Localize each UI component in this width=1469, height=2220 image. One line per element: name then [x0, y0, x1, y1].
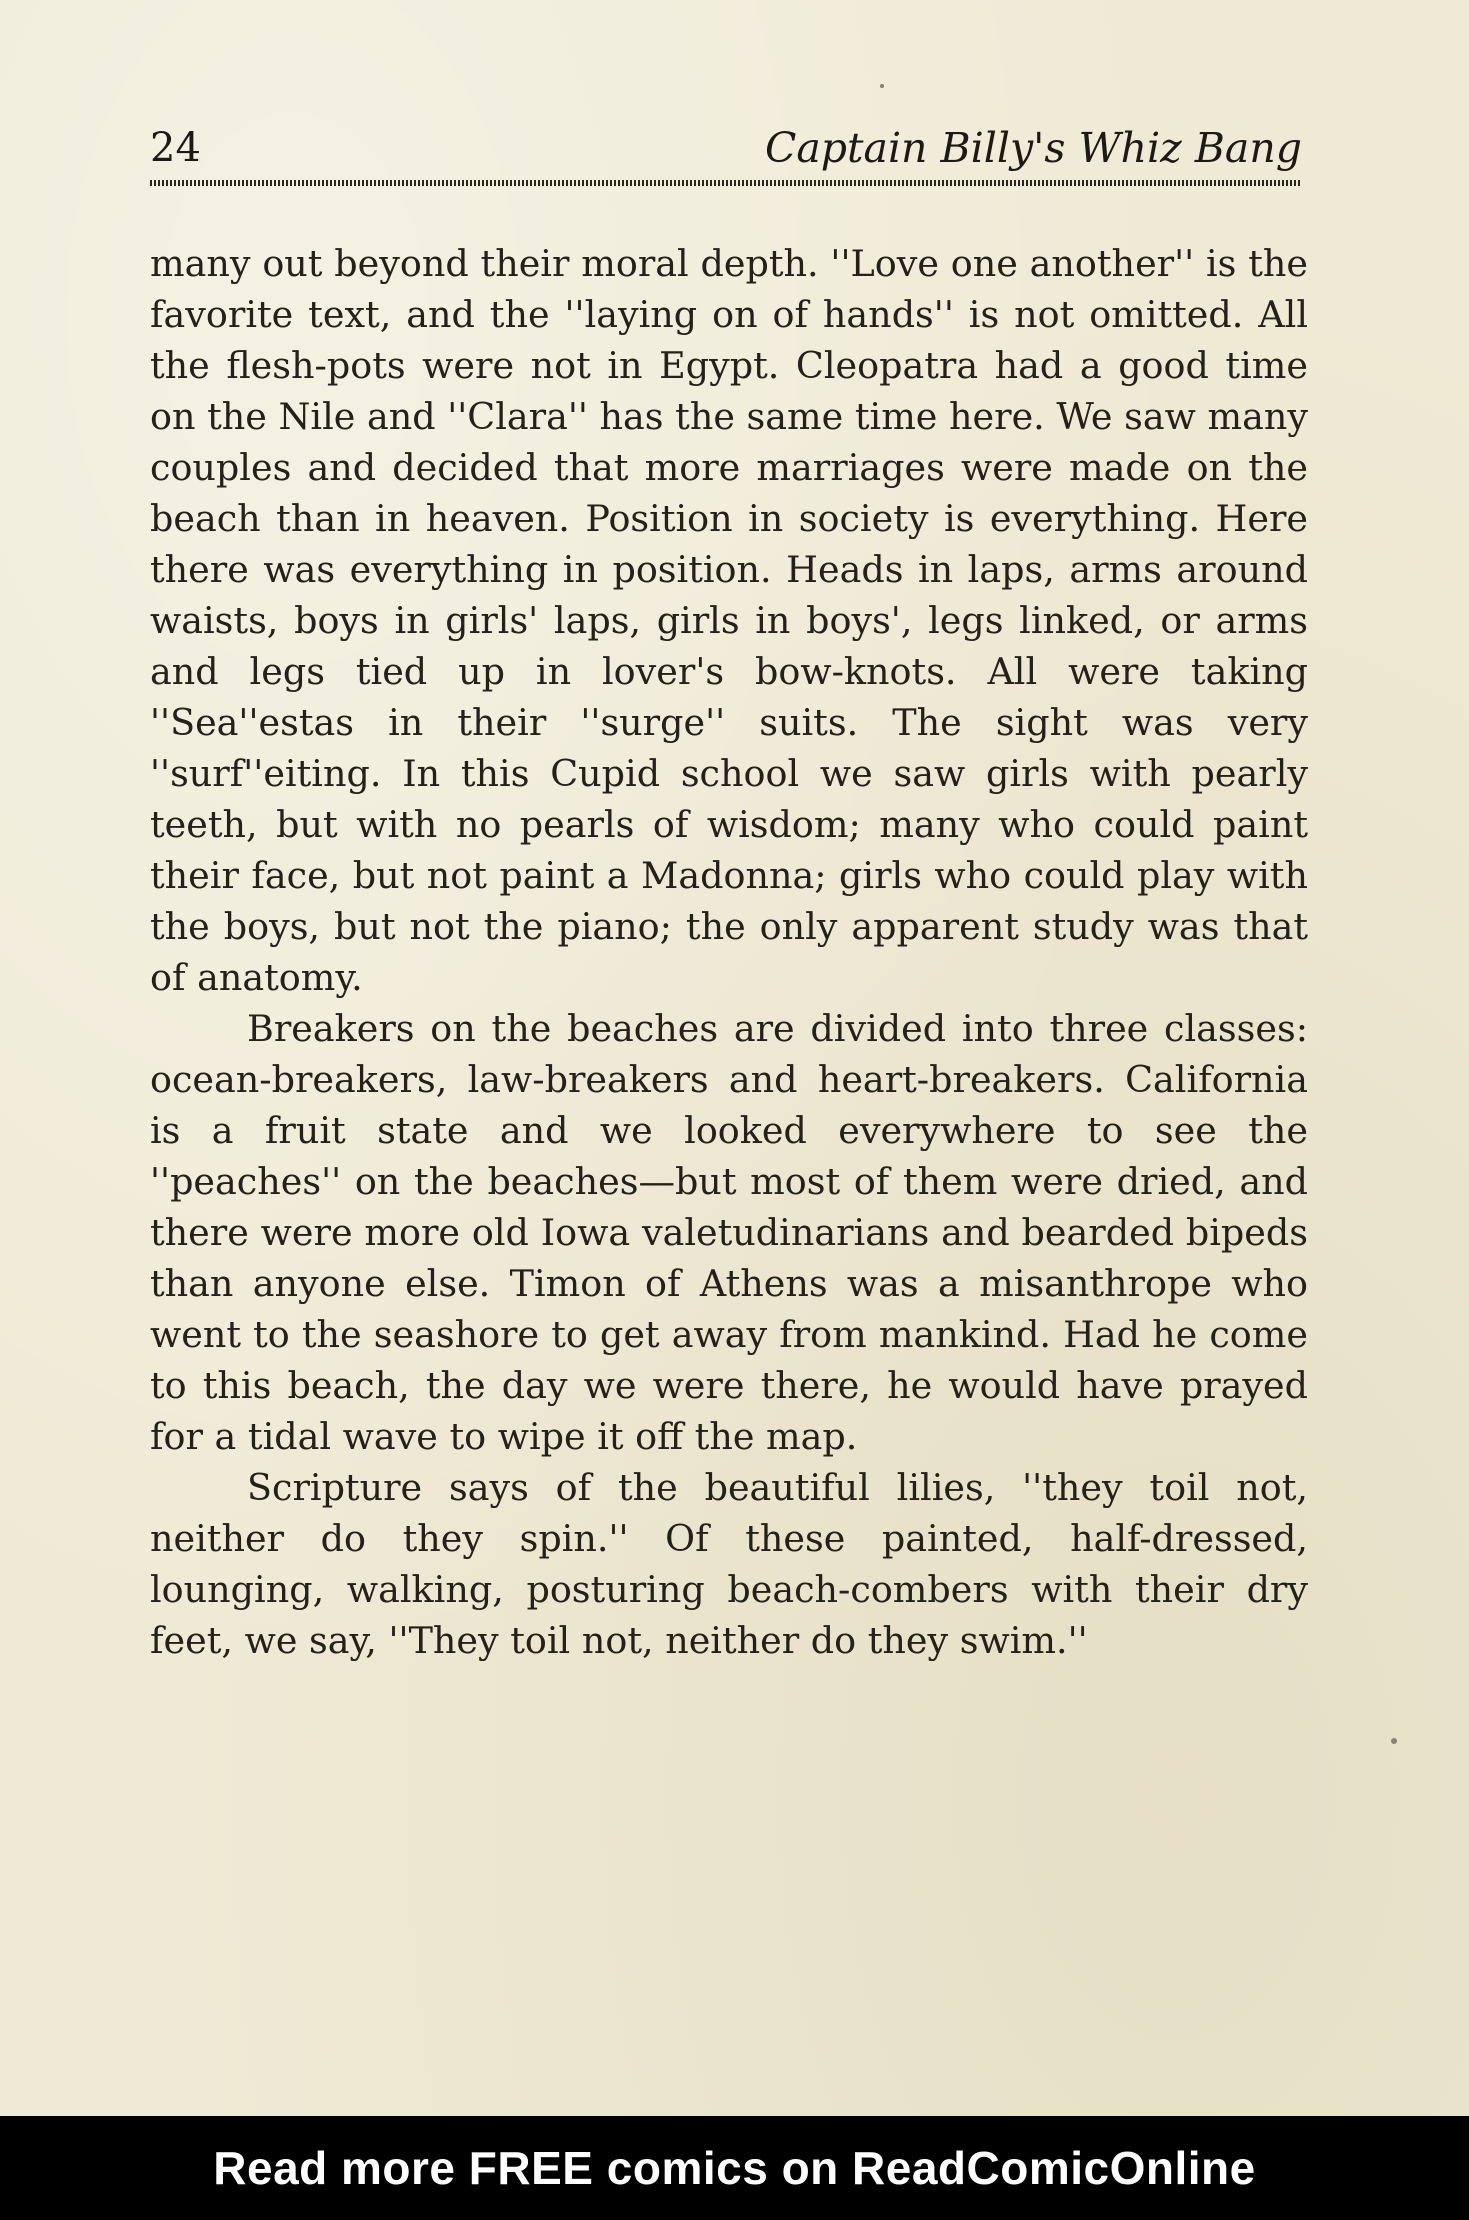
page-number: 24 [150, 125, 201, 171]
running-title: Captain Billy's Whiz Bang [764, 124, 1302, 172]
header-rule [150, 180, 1302, 186]
paper-speck [1391, 1738, 1397, 1744]
paragraph: Breakers on the beaches are divided into three classes: ocean-breakers, law-breakers and heart-breakers. California is a fruit state and we looked everywhere to see the ''peaches'' on the beaches—but most of them were dried, and there were more old Iowa valetudinarians and bearded bipeds than anyone else. Timon of Athens was a misanthrope who went to the seashore to get away from mankind. Had he come to this beach, the day we were there, he would have prayed for a tidal wave to wipe it off the map. [150, 1007, 1308, 1458]
paragraph: Scripture says of the beautiful lilies, ''they toil not, neither do they spin.'' Of these painted, half-dressed, lounging, walking, posturing beach-combers with their dry feet, we say, ''They toil not, neither do they swim.'' [150, 1466, 1308, 1662]
paper-speck [880, 84, 884, 88]
article-body [150, 238, 1308, 1666]
paragraph: many out beyond their moral depth. ''Love one another'' is the favorite text, and the ''laying on of hands'' is not omitted. All the flesh-pots were not in Egypt. Cleopatra had a good time on the Nile and ''Clara'' has the same time here. We saw many couples and decided that more marriages were made on the beach than in heaven. Position in society is everything. Here there was everything in position. Heads in laps, arms around waists, boys in girls' laps, girls in boys', legs linked, or arms and legs tied up in lover's bow-knots. All were taking ''Sea''estas in their ''surge'' suits. The sight was very ''surf''eiting. In this Cupid school we saw girls with pearly teeth, but with no pearls of wisdom; many who could paint their face, but not paint a Madonna; girls who could play with the boys, but not the piano; the only apparent study was that of anatomy. [150, 242, 1308, 999]
promo-banner[interactable] [0, 2116, 1469, 2220]
promo-banner-text[interactable]: Read more FREE comics on ReadComicOnline [213, 2142, 1256, 2194]
page-header [150, 118, 1302, 188]
